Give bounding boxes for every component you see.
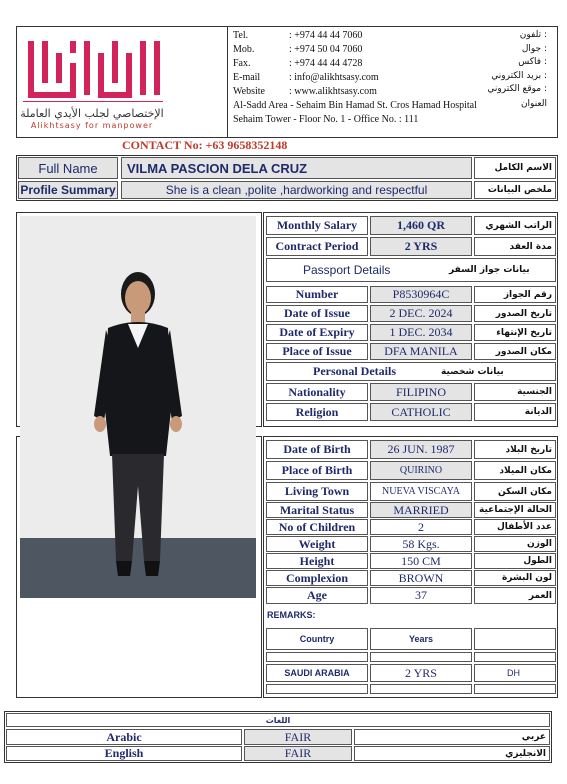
height-label: Height bbox=[266, 553, 368, 569]
languages-header: اللغات bbox=[6, 713, 550, 727]
place-of-birth-arabic: مكان الميلاد bbox=[474, 461, 556, 480]
full-name-arabic-label: الاسم الكامل bbox=[474, 157, 556, 179]
contract-period-value: 2 YRS bbox=[370, 237, 472, 256]
passport-number-value: P8530964C bbox=[370, 286, 472, 303]
children-value: 2 bbox=[370, 519, 472, 535]
experience-note-value: DH bbox=[474, 664, 556, 682]
language-english-ar: الانجليزي bbox=[354, 746, 550, 761]
website-arabic-label: موقع الكتروني : bbox=[487, 84, 547, 94]
passport-number-label: Number bbox=[266, 286, 368, 303]
date-of-issue-value: 2 DEC. 2024 bbox=[370, 305, 472, 322]
children-label: No of Children bbox=[266, 519, 368, 535]
language-arabic-label: Arabic bbox=[6, 729, 242, 745]
personal-details-title: Personal Details bbox=[313, 364, 396, 378]
passport-details-arabic: بيانات جواز السفر bbox=[449, 265, 530, 275]
address-arabic-label: العنوان bbox=[520, 99, 547, 109]
mob-arabic-label: جوال : bbox=[521, 44, 547, 54]
experience-empty-cell-2 bbox=[474, 684, 556, 694]
person-figure bbox=[20, 216, 256, 598]
religion-value: CATHOLIC bbox=[370, 403, 472, 421]
experience-country-header: Country bbox=[266, 628, 368, 650]
nationality-arabic: الجنسية bbox=[474, 383, 556, 401]
experience-country-value: SAUDI ARABIA bbox=[266, 664, 368, 682]
tel-arabic-label: تلفون : bbox=[519, 30, 547, 40]
date-of-birth-arabic: تاريخ البلاد bbox=[474, 440, 556, 459]
date-of-birth-label: Date of Birth bbox=[266, 440, 368, 459]
language-english-label: English bbox=[6, 746, 242, 761]
age-value: 37 bbox=[370, 587, 472, 604]
contract-period-arabic: مدة العقد bbox=[474, 237, 556, 256]
experience-spacer-cell-2 bbox=[474, 652, 556, 662]
contact-email: E-mail : info@alikhtsasy.com bbox=[233, 72, 379, 83]
place-of-issue-value: DFA MANILA bbox=[370, 343, 472, 360]
place-of-issue-arabic: مكان الصدور bbox=[474, 343, 556, 360]
experience-spacer-cell bbox=[370, 652, 472, 662]
header-divider bbox=[227, 27, 228, 137]
age-arabic: العمر bbox=[474, 587, 556, 604]
date-of-expiry-label: Date of Expiry bbox=[266, 324, 368, 341]
email-link[interactable]: : info@alikhtsasy.com bbox=[289, 72, 379, 83]
marital-status-value: MARRIED bbox=[370, 502, 472, 518]
experience-empty-row bbox=[266, 684, 368, 694]
date-of-issue-arabic: تاريخ الصدور bbox=[474, 305, 556, 322]
living-town-label: Living Town bbox=[266, 482, 368, 501]
experience-years-value: 2 YRS bbox=[370, 664, 472, 682]
monthly-salary-arabic: الراتب الشهري bbox=[474, 216, 556, 235]
personal-details-header bbox=[266, 362, 556, 381]
logo-english-text: Alikhtsasy for manpower bbox=[30, 121, 154, 130]
company-logo bbox=[23, 33, 163, 113]
experience-empty-cell bbox=[370, 684, 472, 694]
experience-spacer-row bbox=[266, 652, 368, 662]
profile-summary-label: Profile Summary bbox=[18, 181, 118, 199]
monthly-salary-label: Monthly Salary bbox=[266, 216, 368, 235]
place-of-birth-value: QUIRINO bbox=[370, 461, 472, 480]
complexion-label: Complexion bbox=[266, 570, 368, 586]
date-of-expiry-value: 1 DEC. 2034 bbox=[370, 324, 472, 341]
place-of-birth-label: Place of Birth bbox=[266, 461, 368, 480]
full-name-label: Full Name bbox=[18, 157, 118, 179]
religion-arabic: الديانة bbox=[474, 403, 556, 421]
place-of-issue-label: Place of Issue bbox=[266, 343, 368, 360]
complexion-value: BROWN bbox=[370, 570, 472, 586]
date-of-expiry-arabic: تاريخ الإنتهاء bbox=[474, 324, 556, 341]
weight-label: Weight bbox=[266, 536, 368, 552]
height-arabic: الطول bbox=[474, 553, 556, 569]
height-value: 150 CM bbox=[370, 553, 472, 569]
contact-number: CONTACT No: +63 9658352148 bbox=[122, 138, 288, 152]
language-arabic-ar: عربي bbox=[354, 729, 550, 745]
passport-number-arabic: رقم الجواز bbox=[474, 286, 556, 303]
nationality-value: FILIPINO bbox=[370, 383, 472, 401]
monthly-salary-value: 1,460 QR bbox=[370, 216, 472, 235]
weight-arabic: الوزن bbox=[474, 536, 556, 552]
passport-details-title: Passport Details bbox=[303, 263, 391, 277]
profile-summary-value: She is a clean ,polite ,hardworking and respectful bbox=[121, 181, 472, 199]
nationality-label: Nationality bbox=[266, 383, 368, 401]
personal-details-arabic: بيانات شخصية bbox=[441, 366, 504, 377]
contact-tel: Tel. : +974 44 44 7060 bbox=[233, 30, 363, 41]
living-town-value: NUEVA VISCAYA bbox=[370, 482, 472, 501]
email-arabic-label: بريد الكتروني : bbox=[491, 71, 547, 81]
address-line-2: Sehaim Tower - Floor No. 1 - Office No. : 111 bbox=[233, 114, 419, 125]
age-label: Age bbox=[266, 587, 368, 604]
living-town-arabic: مكان السكن bbox=[474, 482, 556, 501]
full-name-value: VILMA PASCION DELA CRUZ bbox=[121, 157, 472, 179]
fax-arabic-label: فاكس : bbox=[518, 57, 547, 67]
passport-details-header bbox=[266, 258, 556, 282]
contract-period-label: Contract Period bbox=[266, 237, 368, 256]
website-link[interactable]: : www.alikhtsasy.com bbox=[289, 86, 377, 97]
complexion-arabic: لون البشرة bbox=[474, 570, 556, 586]
weight-value: 58 Kgs. bbox=[370, 536, 472, 552]
remarks-label: REMARKS: bbox=[267, 610, 316, 620]
contact-fax: Fax. : +974 44 44 4728 bbox=[233, 58, 363, 69]
logo-arabic-text: الإختصاصي لجلب الأيدي العاملة bbox=[20, 107, 164, 120]
address-line-1: Al-Sadd Area - Sehaim Bin Hamad St. Cros Hamad Hospital bbox=[233, 100, 477, 111]
contact-info bbox=[233, 29, 553, 139]
religion-label: Religion bbox=[266, 403, 368, 421]
children-arabic: عدد الأطفال bbox=[474, 519, 556, 535]
experience-years-header: Years bbox=[370, 628, 472, 650]
language-arabic-level: FAIR bbox=[244, 729, 352, 745]
contact-mob: Mob. : +974 50 04 7060 bbox=[233, 44, 363, 55]
experience-note-header bbox=[474, 628, 556, 650]
language-english-level: FAIR bbox=[244, 746, 352, 761]
profile-summary-arabic-label: ملخص البيانات bbox=[474, 181, 556, 199]
contact-website: Website : www.alikhtsasy.com bbox=[233, 86, 377, 97]
company-header bbox=[16, 26, 558, 138]
marital-status-label: Marital Status bbox=[266, 502, 368, 518]
candidate-photo bbox=[20, 216, 256, 598]
date-of-issue-label: Date of Issue bbox=[266, 305, 368, 322]
date-of-birth-value: 26 JUN. 1987 bbox=[370, 440, 472, 459]
marital-status-arabic: الحالة الإجتماعية bbox=[474, 502, 556, 518]
